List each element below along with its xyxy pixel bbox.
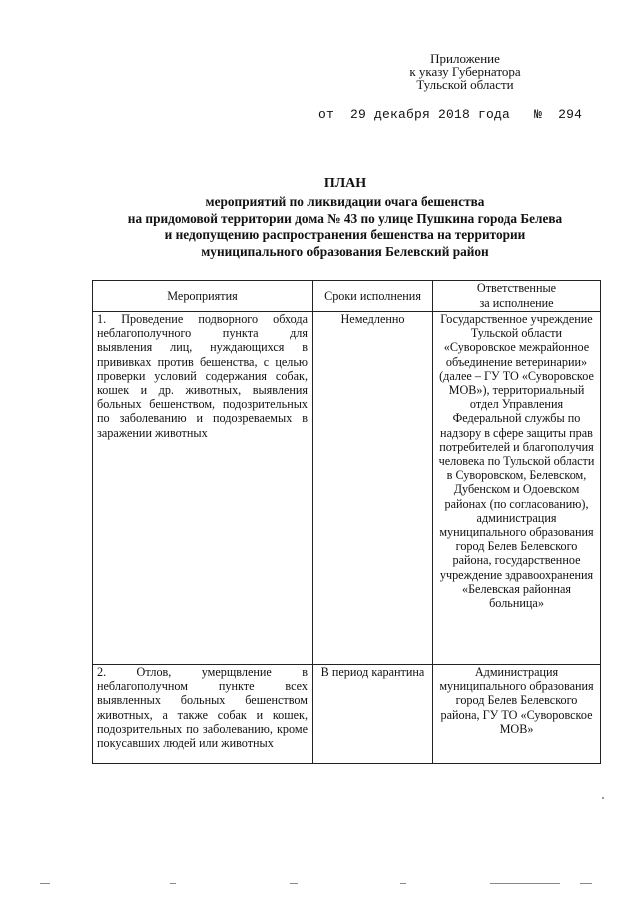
decree-number: 294 xyxy=(558,107,583,122)
plan-subtitle-line-2: на придомовой территории дома № 43 по улице Пушкина города Белева xyxy=(127,210,563,226)
plan-subtitle-line-3: и недопущению распространения бешенства на территории xyxy=(164,227,526,242)
table-row xyxy=(93,312,601,665)
row-responsible: Администрация муниципального образования город Белев Белевского района, ГУ ТО «Суворовское МОВ» xyxy=(433,665,601,764)
plan-subtitle-line-1: мероприятий по ликвидации очага бешенства xyxy=(205,194,485,209)
decree-number-sign: № xyxy=(534,107,543,122)
row-responsible: Государственное учреждение Тульской области «Суворовское межрайонное объединение ветеринарии» (далее – ГУ ТО «Суворовское МОВ»), территориальный отдел Управления Федеральной службы по надзору в сфере защиты прав потребителей и благополучия человека по Тульской области в Суворовском, Белевском, Дубенском и Одоевском районах (по согласованию), администрация муниципального образования город Белев Белевского района, государственное учреждение здравоохранения «Белевская районная больница» xyxy=(433,312,601,665)
plan-table xyxy=(92,280,601,764)
row-activity: 2. Отлов, умерщвление в неблагополучном пункте всех выявленных больных бешенством животных, а также собак и кошек, подозрительных по заболеванию, кроме покусавших людей или животных xyxy=(93,665,313,764)
table-header-row xyxy=(93,281,601,312)
column-header-responsible: Ответственные за исполнение xyxy=(433,281,601,312)
column-header-deadlines: Сроки исполнения xyxy=(313,281,433,312)
table-row xyxy=(93,665,601,764)
appendix-line-1: Приложение xyxy=(430,51,500,66)
decree-prefix: от xyxy=(318,107,335,122)
appendix-block xyxy=(380,52,550,91)
plan-subtitle xyxy=(60,194,630,260)
scan-speck xyxy=(602,797,604,799)
appendix-line-2: к указу Губернатора xyxy=(409,64,521,79)
appendix-line-3: Тульской области xyxy=(416,77,514,92)
scan-edge-marks xyxy=(20,883,620,887)
row-deadline: В период карантина xyxy=(313,665,433,764)
row-deadline: Немедленно xyxy=(313,312,433,665)
decree-line xyxy=(318,107,582,122)
column-header-activities: Мероприятия xyxy=(93,281,313,312)
decree-date: 29 декабря 2018 года xyxy=(350,107,511,122)
plan-subtitle-line-4: муниципального образования Белевский район xyxy=(201,243,489,259)
plan-title: ПЛАН xyxy=(323,176,367,191)
row-activity: 1. Проведение подворного обхода неблагополучного пункта для выявления лиц, нуждающихся в прививках против бешенства, с целью проверки условий содержания собак, кошек и др. животных, выявления больных бешенством, подозрительных по заболеванию и подозреваемых в заражении животных xyxy=(93,312,313,665)
